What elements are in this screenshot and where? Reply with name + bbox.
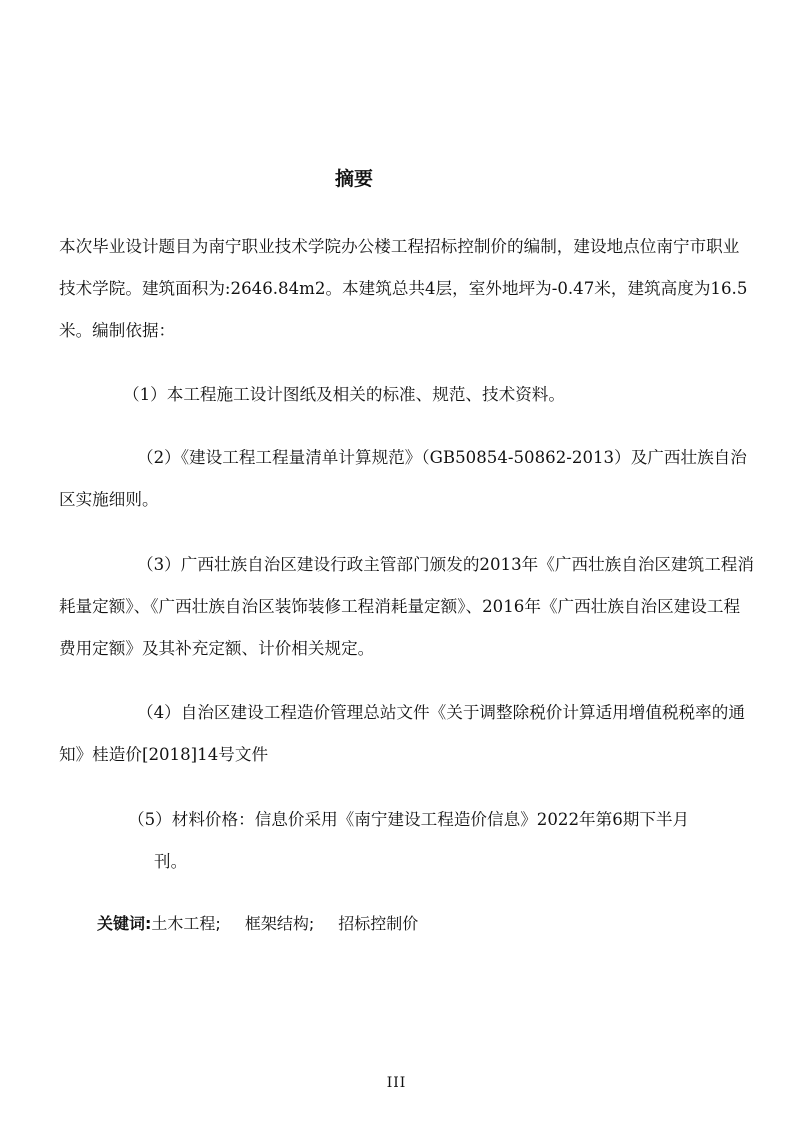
basis-item-5-line-2: 刊。 [154, 852, 188, 871]
keyword-item: 招标控制价 [338, 914, 419, 933]
keywords-label: 关键词: [97, 914, 152, 933]
keyword-item: 土木工程; [151, 914, 221, 933]
keyword-item: 框架结构; [244, 914, 315, 933]
basis-item-5 [72, 799, 755, 883]
basis-item-4: （4）自治区建设工程造价管理总站文件《关于调整除税价计算适用增值税税率的通知》桂造价[2018]14号文件 [59, 703, 745, 764]
basis-item-1: （1）本工程施工设计图纸及相关的标准、规范、技术资料。 [123, 385, 565, 404]
basis-item-3: （3）广西壮族自治区建设行政主管部门颁发的2013年《广西壮族自治区建筑工程消耗量定额》、《广西壮族自治区装饰装修工程消耗量定额》、2016年《广西壮族自治区建设工程费用定额》及其补充定额、计价相关规定。 [59, 555, 754, 658]
basis-item-2: （2）《建设工程工程量清单计算规范》（GB50854-50862-2013）及广西壮族自治区实施细则。 [59, 448, 747, 509]
basis-item-5-line-1: （5）材料价格：信息价采用《南宁建设工程造价信息》2022年第6期下半月 [128, 810, 690, 829]
page-title: 摘要 [334, 168, 373, 190]
page-number: III [386, 1075, 407, 1091]
abstract-paragraph-intro: 本次毕业设计题目为南宁职业技术学院办公楼工程招标控制价的编制，建设地点位南宁市职业技术学院。建筑面积为:2646.84m2。本建筑总共4层，室外地坪为-0.47米，建筑高度为16.5米。编制依据： [59, 237, 748, 340]
keywords-line [97, 911, 418, 934]
